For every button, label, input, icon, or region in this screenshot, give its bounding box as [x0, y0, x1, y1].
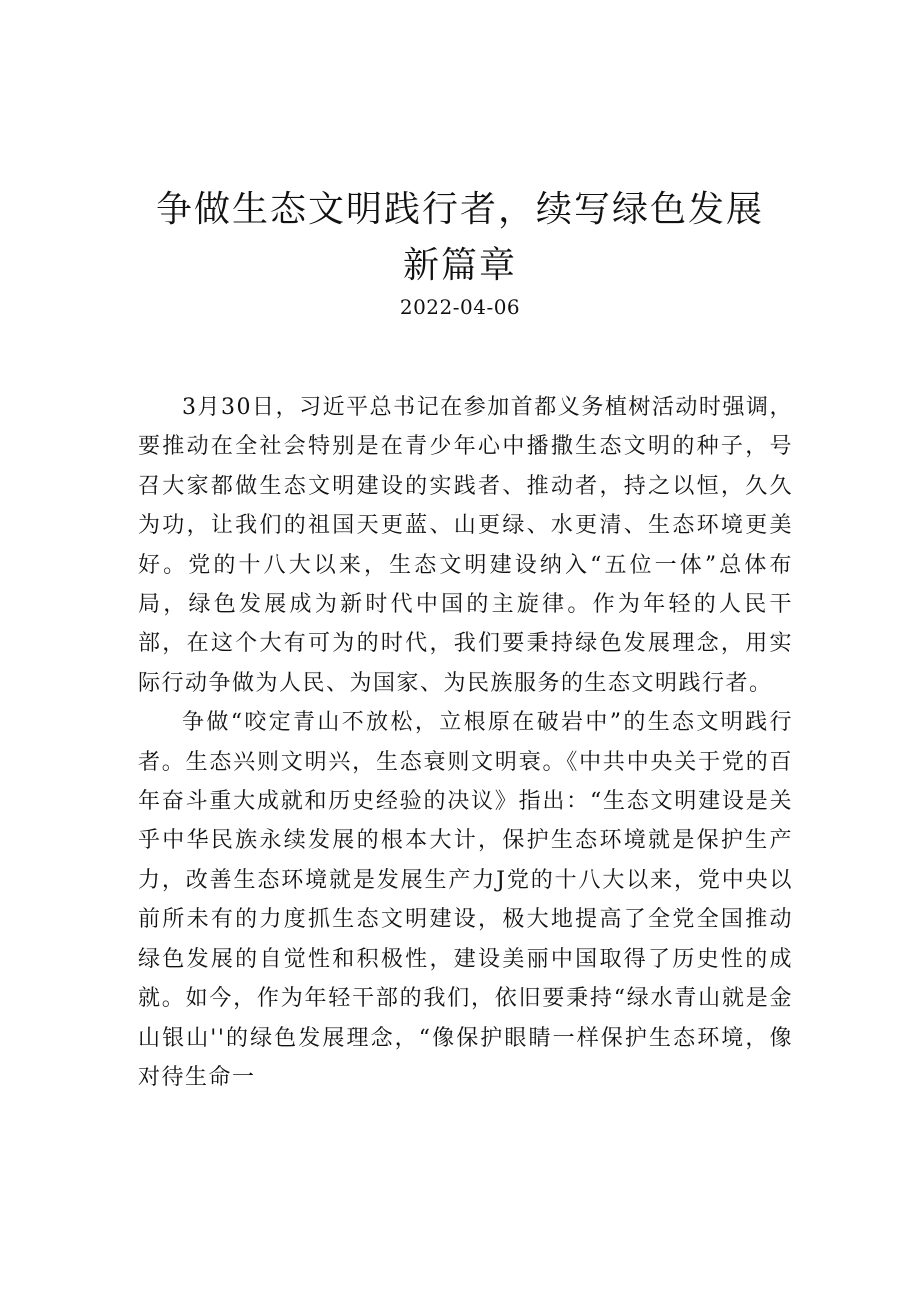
paragraph: 3月30日，习近平总书记在参加首都义务植树活动时强调，要推动在全社会特别是在青少年心中播撒生态文明的种子，号召大家都做生态文明建设的实践者、推动者，持之以恒，久久为功，让我们的祖国天更蓝、山更绿、水更清、生态环境更美好。党的十八大以来，生态文明建设纳入“五位一体”总体布局，绿色发展成为新时代中国的主旋律。作为年轻的人民干部，在这个大有可为的时代，我们要秉持绿色发展理念，用实际行动争做为人民、为国家、为民族服务的生态文明践行者。: [138, 395, 793, 696]
document-body: [138, 388, 793, 1097]
paragraph: 争做“咬定青山不放松，立根原在破岩中”的生态文明践行者。生态兴则文明兴，生态衰则文明衰。《中共中央关于党的百年奋斗重大成就和历史经验的决议》指出：“生态文明建设是关乎中华民族永续发展的根本大计，保护生态环境就是保护生产力，改善生态环境就是发展生产力J党的十八大以来，党中央以前所未有的力度抓生态文明建设，极大地提高了全党全国推动绿色发展的自觉性和积极性，建设美丽中国取得了历史性的成就。如今，作为年轻干部的我们，依旧要秉持“绿水青山就是金山银山''的绿色发展理念，“像保护眼睛一样保护生态环境，像对待生命一: [138, 710, 793, 1090]
document-date: 2022-04-06: [399, 295, 521, 319]
document-title: 争做生态文明践行者，续写绿色发展新篇章: [155, 189, 764, 286]
